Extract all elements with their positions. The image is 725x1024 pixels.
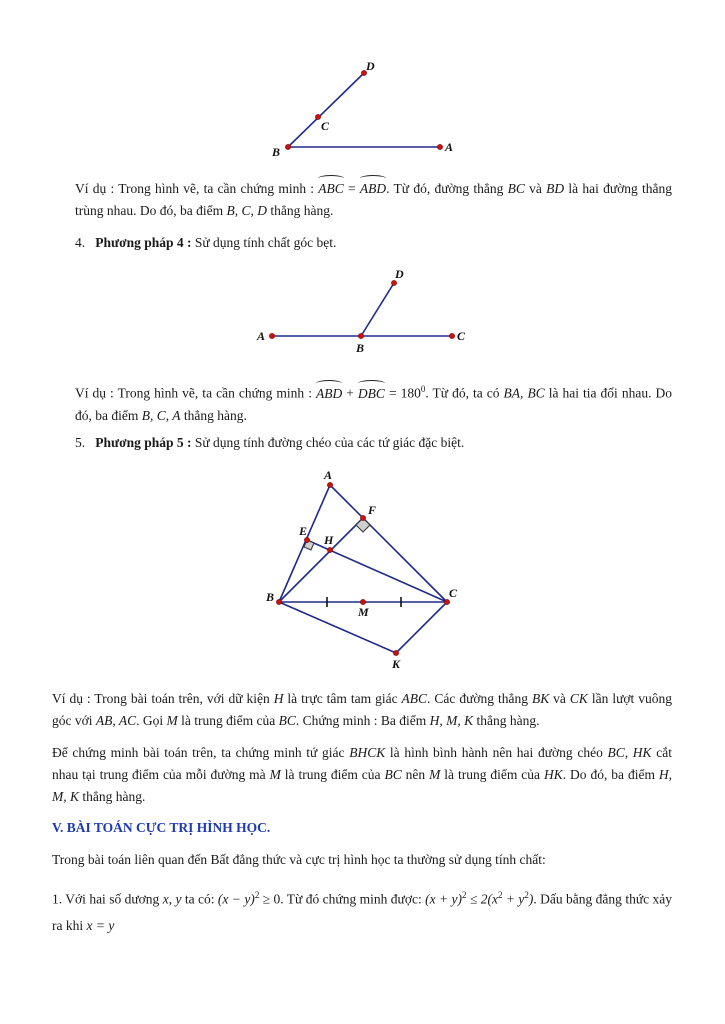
figure-angle-bcd <box>0 0 725 170</box>
label-d: D <box>395 267 404 281</box>
point-a <box>269 333 274 338</box>
label-a: A <box>324 468 333 482</box>
label-b: B <box>266 590 275 604</box>
example3-paragraph: Ví dụ : Trong bài toán trên, với dữ kiện H là trực tâm tam giác ABC. Các đường thẳng BK và CK lần lượt vuông góc với AB, AC. Gọi M là trung điểm của BC. Chứng minh : Ba điểm H, M, K thẳng hàng. <box>52 691 672 728</box>
label-c: C <box>449 586 458 600</box>
method4-heading: 4. Phương pháp 4 : Sử dụng tính chất góc bẹt. <box>75 235 337 250</box>
label-a: A <box>257 329 266 343</box>
point-b <box>285 144 290 149</box>
point-c <box>444 599 449 604</box>
point-e <box>304 537 309 542</box>
property1-paragraph: 1. Với hai số dương x, y ta có: $(x - y)^2 \ge 0$. Từ đó chứng minh được: $(x + y)^2 \le 2(x^2 + y^2)$. Dấu bằng đẳng thức xảy ra khi x = y <box>52 890 673 933</box>
label-d: D <box>366 59 375 73</box>
label-a: A <box>445 140 454 154</box>
label-c: C <box>321 119 330 133</box>
label-b: B <box>356 341 365 355</box>
point-a <box>437 144 442 149</box>
point-c <box>449 333 454 338</box>
section-title: V. BÀI TOÁN CỰC TRỊ HÌNH HỌC. <box>52 820 271 835</box>
intro-paragraph: Trong bài toán liên quan đến Bất đẳng thức và cực trị hình học ta thường sử dụng tính chất: <box>52 852 546 867</box>
point-c <box>315 114 320 119</box>
figure-straight-angle <box>0 262 725 357</box>
segment-ck <box>396 602 447 653</box>
point-d <box>391 280 396 285</box>
segment-bk <box>279 602 396 653</box>
segment-bd <box>361 283 394 336</box>
point-b <box>276 599 281 604</box>
method5-heading: 5. Phương pháp 5 : Sử dụng tính đường chéo của các tứ giác đặc biệt. <box>75 435 465 450</box>
segment-ab <box>279 485 330 602</box>
segment-bd <box>288 73 364 147</box>
point-m <box>360 599 365 604</box>
figure-orthocenter-parallelogram <box>0 462 725 677</box>
label-f: F <box>368 503 377 517</box>
label-m: M <box>358 605 369 619</box>
example1-paragraph: Ví dụ : Trong hình vẽ, ta cần chứng minh : ABC = ABD. Từ đó, đường thẳng BC và BD là hai đường thẳng trùng nhau. Do đó, ba điểm B, C, D thẳng hàng. <box>75 178 672 222</box>
label-k: K <box>392 657 401 671</box>
point-b <box>358 333 363 338</box>
example2-paragraph: Ví dụ : Trong hình vẽ, ta cần chứng minh : ABD + DBC = $180^0$. Từ đó, ta có BA, BC là hai tia đối nhau. Do đó, ba điểm B, C, A thẳng hàng. <box>75 384 672 423</box>
point-f <box>360 515 365 520</box>
point-k <box>393 650 398 655</box>
angle-abd: ABD <box>316 383 342 405</box>
angle-dbc: DBC <box>358 383 385 405</box>
point-h <box>327 547 332 552</box>
label-h: H <box>324 533 334 547</box>
angle-abc: ABC <box>318 178 344 200</box>
proof-paragraph: Để chứng minh bài toán trên, ta chứng minh tứ giác BHCK là hình bình hành nên hai đường chéo BC, HK cắt nhau tại trung điểm của mỗi đường mà M là trung điểm của BC nên M là trung điểm của HK. Do đó, ba điểm H, M, K thẳng hàng. <box>52 745 673 804</box>
label-b: B <box>272 145 281 159</box>
label-e: E <box>299 524 308 538</box>
label-c: C <box>457 329 466 343</box>
segment-ac <box>330 485 447 602</box>
angle-abd: ABD <box>360 178 386 200</box>
point-a <box>327 482 332 487</box>
